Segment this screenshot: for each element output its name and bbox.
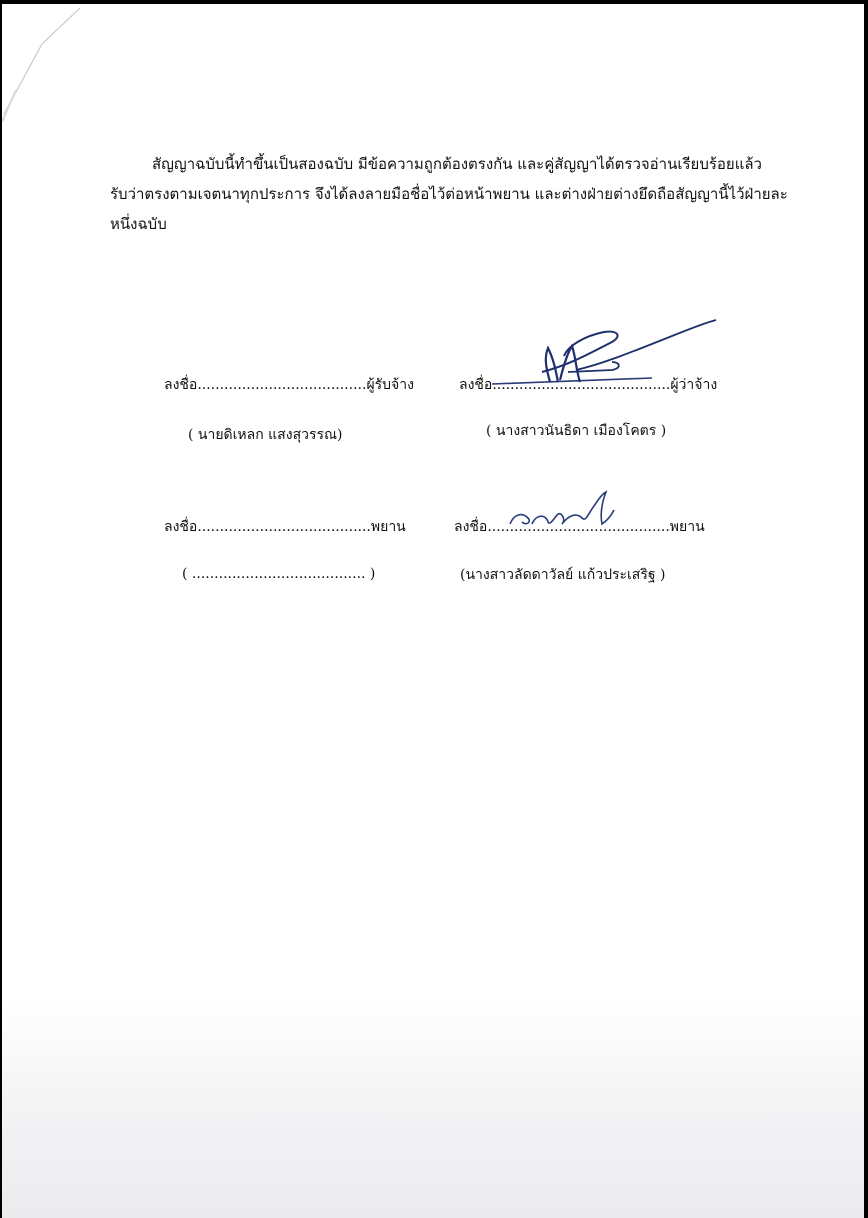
witness1-signature-line: [164, 516, 406, 538]
employer-role: ผู้ว่าจ้าง: [670, 377, 718, 393]
sign-prefix: ลงชื่อ: [164, 519, 198, 535]
paragraph-line-1: สัญญาฉบับนี้ทำขึ้นเป็นสองฉบับ มีข้อความถูกต้องตรงกัน และคู่สัญญาได้ตรวจอ่านเรียบร้อยแล้ว: [152, 155, 762, 173]
witness2-signature-line: [454, 516, 705, 538]
sign-prefix: ลงชื่อ: [459, 377, 493, 393]
contractor-signature-line: [164, 374, 414, 396]
witness1-name: ( ....................................... ): [182, 566, 376, 582]
paragraph-line-2: รับว่าตรงตามเจตนาทุกประการ จึงได้ลงลายมือชื่อไว้ต่อหน้าพยาน และต่างฝ่ายต่างยึดถือสัญญานี้ไว้ฝ่ายละ: [110, 185, 788, 203]
contractor-name: ( นายดิเหลก แสงสุวรรณ): [188, 427, 343, 443]
signature-dots: .......................................: [197, 519, 371, 535]
employer-name: ( นางสาวนันธิดา เมืองโคตร ): [486, 423, 667, 439]
paper-fold-mark: [2, 4, 82, 124]
document-page: [2, 4, 864, 1218]
signature-dots: ........................................: [492, 377, 671, 393]
witness1-role: พยาน: [370, 519, 406, 535]
paragraph-line-3: หนึ่งฉบับ: [110, 215, 167, 233]
sign-prefix: ลงชื่อ: [164, 377, 198, 393]
sign-prefix: ลงชื่อ: [454, 519, 488, 535]
closing-paragraph: [110, 149, 788, 239]
contractor-role: ผู้รับจ้าง: [366, 377, 414, 393]
witness2-role: พยาน: [669, 519, 705, 535]
employer-signature-line: [459, 374, 717, 396]
signature-dots: ......................................: [197, 377, 367, 393]
signature-dots: .........................................: [487, 519, 670, 535]
witness2-name: (นางสาวลัดดาวัลย์ แก้วประเสริฐ ): [460, 567, 666, 583]
